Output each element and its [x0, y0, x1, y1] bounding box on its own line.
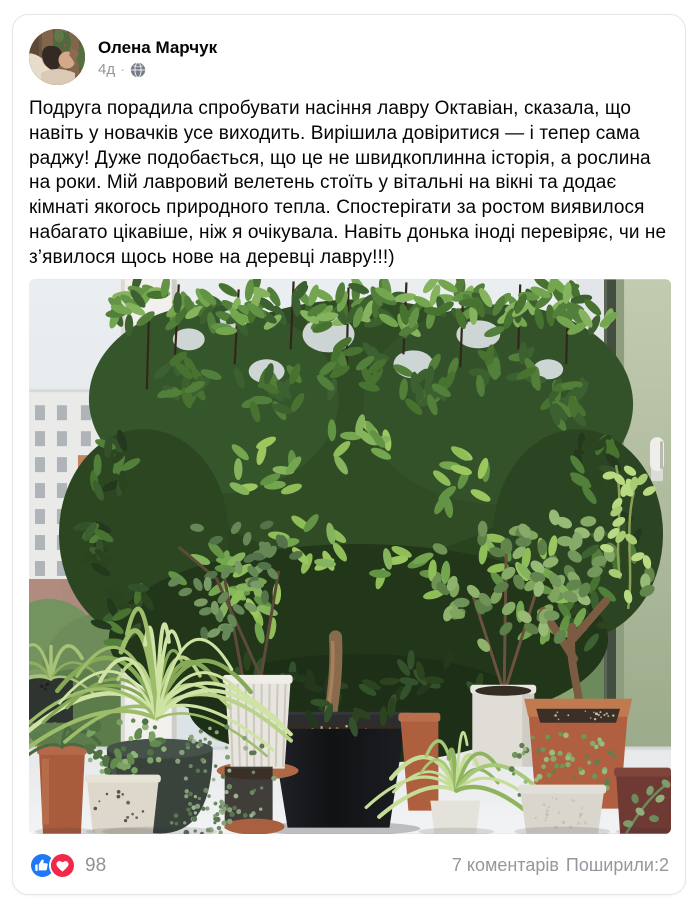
reaction-summary[interactable] [29, 852, 106, 879]
timestamp[interactable]: 4д [98, 60, 116, 78]
avatar-couple-illustration [29, 29, 85, 85]
reaction-icons [29, 852, 76, 879]
engagement-meta [452, 855, 669, 876]
post-footer [13, 834, 685, 895]
post-card [12, 14, 686, 895]
window-handle [650, 437, 664, 481]
laurel-window-scene [29, 279, 671, 834]
post-text: Подруга порадила спробувати насіння лавру Октавіан, сказала, що навіть у новачків усе виходить. Вирішила довіритися — і тепер сама раджу! Дуже подобається, що це не швидкоплинна історія, а рослина на роки. Мій лавровий велетень стоїть у вітальні на вікні та додає кімнаті якогось природного тепла. Спостерігати за ростом виявилося набагато цікавіше, ніж я очікувала. Навіть донька іноді перевіряє, чи не з’явилося щось нове на деревці лавру!!!) [29, 98, 672, 268]
reaction-count[interactable]: 98 [85, 854, 107, 876]
post-meta [98, 62, 217, 78]
header-meta [98, 37, 217, 78]
avatar[interactable] [29, 29, 85, 85]
author-name[interactable]: Олена Марчук [98, 37, 218, 57]
comments-count[interactable]: 7 коментарів [451, 855, 559, 876]
globe-icon [130, 62, 146, 78]
post-header [13, 15, 685, 89]
heart-icon [49, 852, 76, 879]
maroon-pot-corner [614, 767, 671, 833]
shares-count[interactable]: Поширили:2 [565, 855, 669, 876]
meta-separator: · [120, 60, 126, 78]
post-photo[interactable] [29, 279, 671, 834]
